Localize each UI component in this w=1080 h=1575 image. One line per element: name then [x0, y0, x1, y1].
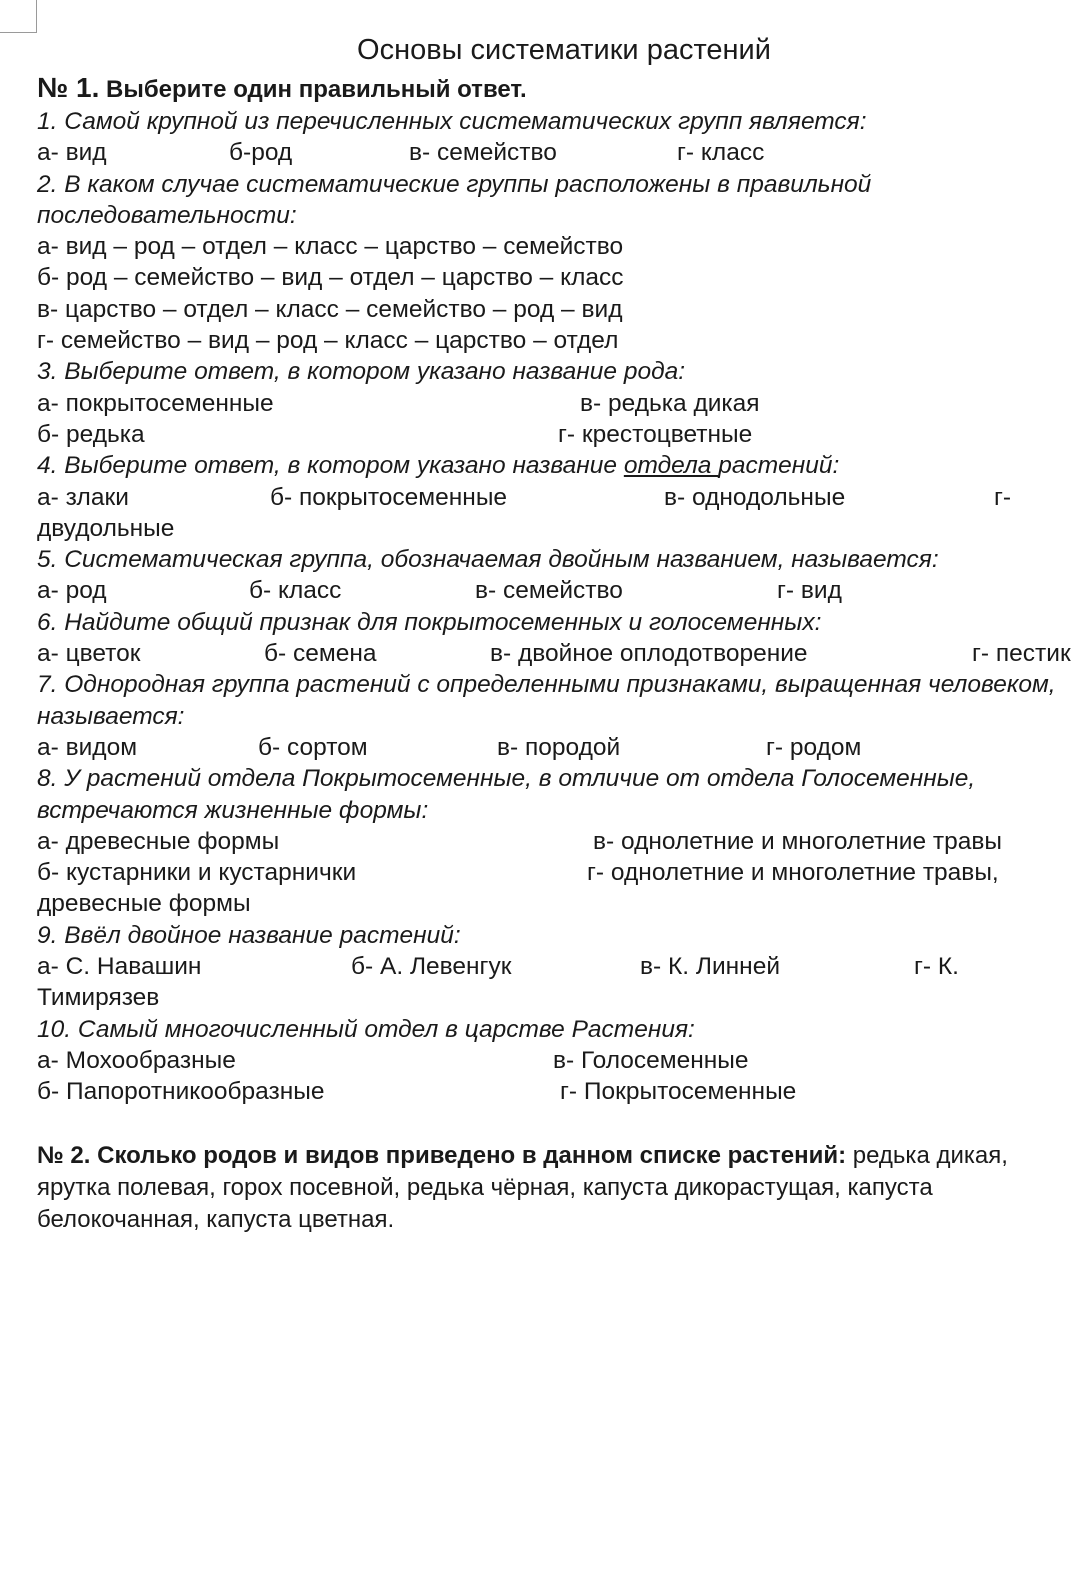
option-g: г- семейство – вид – род – класс – царство – отдел [37, 327, 619, 355]
option-b: б- род – семейство – вид – отдел – царство – класс [37, 264, 624, 292]
question-10-options-row-1 [37, 1045, 1080, 1076]
section-1-number: № 1. [37, 72, 100, 103]
question-1: 1. Самой крупной из перечисленных систематических групп является: [37, 108, 867, 135]
question-10: 10. Самый многочисленный отдел в царстве Растения: [37, 1015, 695, 1043]
question-4-options [37, 482, 1080, 513]
question-7-options [37, 732, 1080, 763]
option-b: б- кустарники и кустарнички [37, 859, 357, 887]
section-1-instruction: Выберите один правильный ответ. [106, 76, 527, 103]
option-g: г- крестоцветные [558, 420, 753, 448]
section-1-heading [37, 70, 1080, 106]
section-2 [37, 1140, 1080, 1236]
option-g: г- родом [766, 733, 862, 761]
option-b: б- Папоротникообразные [37, 1078, 325, 1106]
option-g: г- Покрытосеменные [560, 1078, 797, 1106]
question-10-options-row-2 [37, 1076, 1080, 1107]
option-v: в- семейство [409, 139, 557, 167]
option-g: г- [994, 483, 1012, 511]
section-2-plant-list: редька дикая, ярутка полевая, горох посевной, редька чёрная, капуста дикорастущая, капуста белокочанная, капуста цветная. [37, 1141, 1008, 1233]
page-corner-mark [0, 0, 37, 33]
question-3-options-row-2 [37, 419, 1080, 450]
option-b: б- класс [249, 577, 342, 605]
question-1-options [37, 137, 1080, 168]
section-2-heading: № 2. Сколько родов и видов приведено в данном списке растений: [37, 1141, 847, 1169]
option-a: а- вид – род – отдел – класс – царство – семейство [37, 233, 624, 261]
option-g-continued: древесные формы [37, 890, 251, 918]
option-v: в- породой [497, 733, 621, 761]
option-a: а- род [37, 577, 107, 605]
option-a: а- древесные формы [37, 827, 280, 855]
option-v: в- царство – отдел – класс – семейство – род – вид [37, 295, 623, 323]
option-b: б- А. Левенгук [351, 953, 512, 981]
option-b: б-род [229, 139, 293, 167]
option-v: в- К. Линней [640, 953, 781, 981]
option-g: г- вид [777, 577, 842, 605]
option-v: в- однолетние и многолетние травы [593, 827, 1003, 855]
question-4 [37, 450, 1080, 481]
option-g: г- К. [914, 953, 959, 981]
option-a: а- цветок [37, 640, 141, 668]
option-g-continued: двудольные [37, 514, 175, 542]
option-g: г- однолетние и многолетние травы, [587, 859, 999, 887]
question-6: 6. Найдите общий признак для покрытосеменных и голосеменных: [37, 608, 822, 636]
option-a: а- Мохообразные [37, 1046, 236, 1074]
question-4-underlined-word: отдела [623, 452, 719, 480]
option-v: в- двойное оплодотворение [490, 640, 808, 668]
option-b: б- сортом [258, 733, 368, 761]
option-g: г- класс [677, 139, 765, 167]
option-v: в- семейство [475, 577, 623, 605]
question-2: 2. В каком случае систематические группы расположены в правильной последовательности: [37, 170, 872, 229]
option-a: а- злаки [37, 483, 129, 511]
option-v: в- однодольные [664, 483, 846, 511]
question-9-options [37, 951, 1080, 982]
option-g-continued: Тимирязев [37, 984, 160, 1012]
option-b: б- редька [37, 420, 145, 448]
question-3: 3. Выберите ответ, в котором указано название рода: [37, 358, 686, 386]
option-b: б- покрытосеменные [270, 483, 508, 511]
question-8-options-row-2 [37, 857, 1080, 888]
question-9: 9. Ввёл двойное название растений: [37, 921, 461, 949]
option-a: а- видом [37, 733, 138, 761]
option-a: а- покрытосеменные [37, 389, 274, 417]
question-5-options [37, 575, 1080, 606]
question-8-options-row-1 [37, 826, 1080, 857]
page-title: Основы систематики растений [357, 34, 771, 66]
option-a: а- вид [37, 139, 107, 167]
question-4-text-end: растений: [718, 452, 840, 480]
question-3-options-row-1 [37, 388, 1080, 419]
question-4-text: 4. Выберите ответ, в котором указано название [37, 452, 624, 480]
option-a: а- С. Навашин [37, 953, 202, 981]
question-8: 8. У растений отдела Покрытосеменные, в отличие от отдела Голосеменные, встречаются жизненные формы: [37, 765, 976, 824]
worksheet-page [37, 30, 1080, 1236]
question-5: 5. Систематическая группа, обозначаемая двойным названием, называется: [37, 546, 939, 574]
option-v: в- редька дикая [580, 389, 760, 417]
question-7: 7. Однородная группа растений с определенными признаками, выращенная человеком, называется: [37, 671, 1056, 730]
question-6-options [37, 638, 1080, 669]
option-b: б- семена [264, 640, 377, 668]
option-g: г- пестик [972, 640, 1071, 668]
option-v: в- Голосеменные [553, 1046, 749, 1074]
